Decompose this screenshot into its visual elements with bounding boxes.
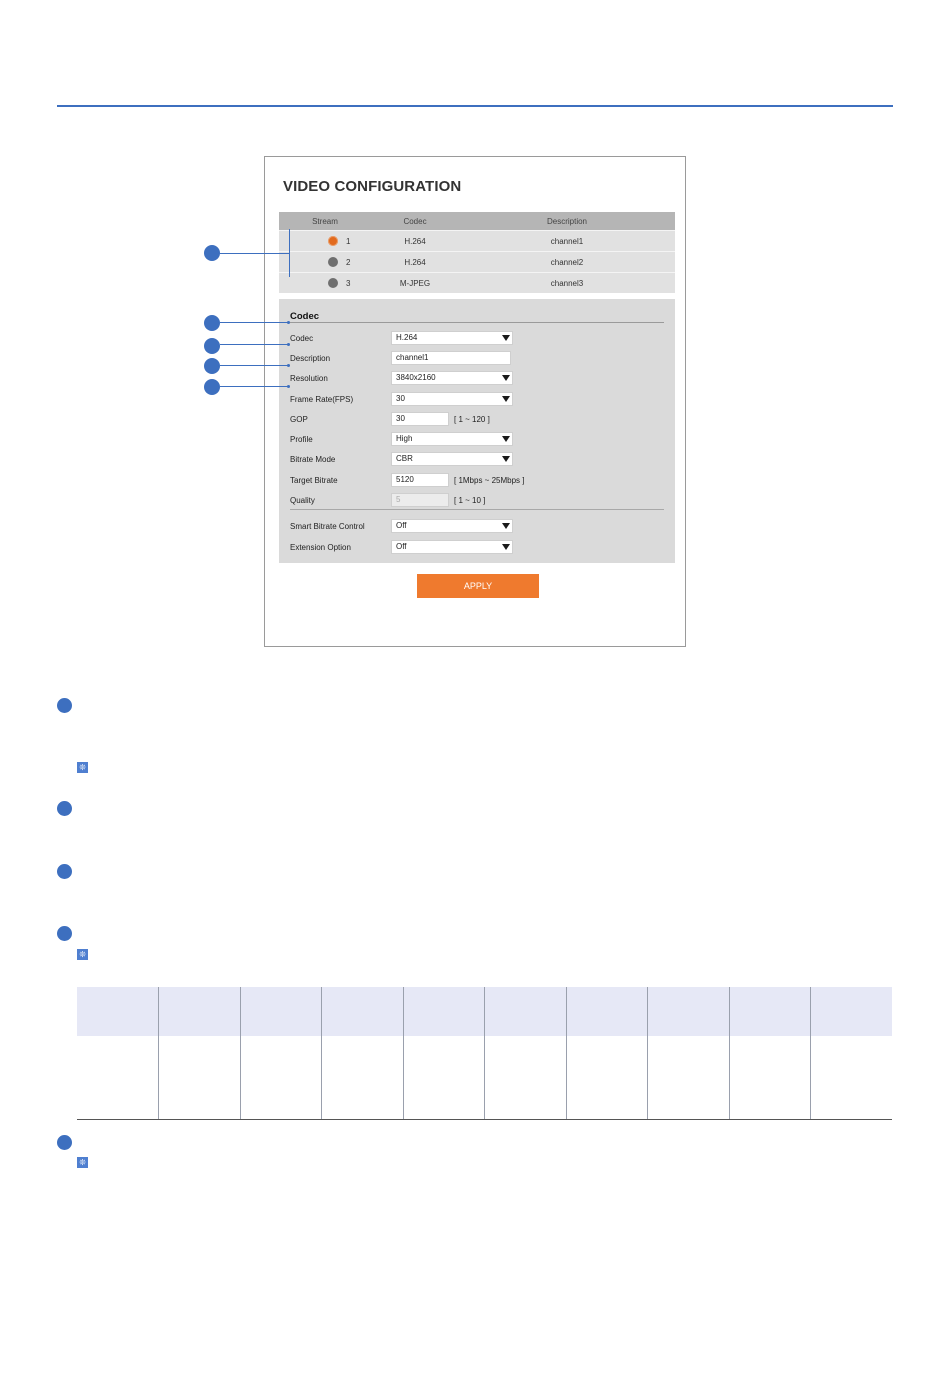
extension-option-select[interactable]: Off <box>391 540 513 554</box>
table-header-cell <box>811 987 893 1036</box>
table-cell <box>322 1036 404 1120</box>
note-icon: ❊ <box>77 949 88 960</box>
callout-leader <box>220 365 288 366</box>
item-bullet <box>57 926 72 941</box>
table-header-cell <box>77 987 159 1036</box>
item-bullet <box>57 698 72 713</box>
table-header-cell <box>485 987 567 1036</box>
stream-radio-selected[interactable] <box>328 236 338 246</box>
gop-label: GOP <box>290 415 308 424</box>
frame-rate-select[interactable]: 30 <box>391 392 513 406</box>
table-cell <box>159 1036 241 1120</box>
codec-select[interactable]: H.264 <box>391 331 513 345</box>
chevron-down-icon <box>502 436 510 442</box>
callout-marker <box>204 245 220 261</box>
callout-leader-end <box>287 343 290 346</box>
codec-section-title: Codec <box>290 311 320 322</box>
table-cell <box>648 1036 730 1120</box>
table-header-cell <box>403 987 485 1036</box>
callout-marker <box>204 379 220 395</box>
smart-bitrate-label: Smart Bitrate Control <box>290 522 365 531</box>
quality-label: Quality <box>290 496 315 505</box>
target-bitrate-label: Target Bitrate <box>290 476 338 485</box>
page-title: VIDEO CONFIGURATION <box>283 178 462 195</box>
target-bitrate-range: [ 1Mbps ~ 25Mbps ] <box>454 476 525 485</box>
stream-radio[interactable] <box>328 278 338 288</box>
extension-option-label: Extension Option <box>290 543 351 552</box>
gop-input[interactable]: 30 <box>391 412 449 426</box>
callout-leader <box>220 253 289 254</box>
codec-panel <box>279 299 675 563</box>
chevron-down-icon <box>502 396 510 402</box>
profile-select[interactable]: High <box>391 432 513 446</box>
stream-row[interactable] <box>279 251 675 272</box>
item-bullet <box>57 801 72 816</box>
apply-button[interactable]: APPLY <box>417 574 539 598</box>
table-cell <box>77 1036 159 1120</box>
description-label: Description <box>290 354 331 363</box>
table-header-cell <box>322 987 404 1036</box>
stream-codec: H.264 <box>404 236 426 246</box>
chevron-down-icon <box>502 375 510 381</box>
stream-description: channel3 <box>550 278 584 288</box>
stream-codec: M-JPEG <box>399 278 431 288</box>
section-divider <box>290 322 664 323</box>
table-cell <box>240 1036 322 1120</box>
stream-number: 3 <box>346 279 351 288</box>
table-cell <box>485 1036 567 1120</box>
chevron-down-icon <box>502 335 510 341</box>
table-header-cell <box>729 987 811 1036</box>
bitrate-mode-select[interactable]: CBR <box>391 452 513 466</box>
resolution-table <box>77 987 892 1120</box>
callout-leader-end <box>287 385 290 388</box>
stream-radio[interactable] <box>328 257 338 267</box>
table-header-row <box>77 987 892 1036</box>
callout-marker <box>204 358 220 374</box>
table-header-cell <box>648 987 730 1036</box>
table-row <box>77 1036 892 1120</box>
profile-label: Profile <box>290 435 313 444</box>
chevron-down-icon <box>502 456 510 462</box>
callout-leader <box>220 322 288 323</box>
note-icon: ❊ <box>77 762 88 773</box>
stream-number: 1 <box>346 237 351 246</box>
table-header-cell <box>240 987 322 1036</box>
frame-rate-label: Frame Rate(FPS) <box>290 395 354 404</box>
table-cell <box>729 1036 811 1120</box>
header-description: Description <box>546 216 587 226</box>
callout-leader <box>220 386 288 387</box>
callout-marker <box>204 315 220 331</box>
table-cell <box>811 1036 893 1120</box>
stream-number: 2 <box>346 258 351 267</box>
chevron-down-icon <box>502 544 510 550</box>
item-bullet <box>57 864 72 879</box>
stream-description: channel1 <box>550 236 584 246</box>
resolution-label: Resolution <box>290 374 328 383</box>
table-header-cell <box>159 987 241 1036</box>
header-rule <box>57 105 893 107</box>
quality-input: 5 <box>391 493 449 507</box>
stream-row[interactable] <box>279 230 675 251</box>
callout-bracket <box>289 229 290 277</box>
target-bitrate-input[interactable]: 5120 <box>391 473 449 487</box>
bitrate-mode-label: Bitrate Mode <box>290 455 336 464</box>
table-cell <box>403 1036 485 1120</box>
stream-row[interactable] <box>279 272 675 293</box>
callout-leader <box>220 344 288 345</box>
video-configuration-screenshot <box>264 156 686 647</box>
section-divider <box>290 509 664 510</box>
stream-description: channel2 <box>550 257 584 267</box>
stream-table <box>279 212 675 293</box>
callout-leader-end <box>287 321 290 324</box>
header-codec: Codec <box>403 216 427 226</box>
note-icon: ❊ <box>77 1157 88 1168</box>
codec-label: Codec <box>290 334 314 343</box>
chevron-down-icon <box>502 523 510 529</box>
stream-table-header <box>279 212 675 230</box>
resolution-select[interactable]: 3840x2160 <box>391 371 513 385</box>
gop-range: [ 1 ~ 120 ] <box>454 415 490 424</box>
table-cell <box>566 1036 648 1120</box>
item-bullet <box>57 1135 72 1150</box>
quality-range: [ 1 ~ 10 ] <box>454 496 486 505</box>
smart-bitrate-select[interactable]: Off <box>391 519 513 533</box>
table-header-cell <box>566 987 648 1036</box>
callout-leader-end <box>287 364 290 367</box>
callout-marker <box>204 338 220 354</box>
header-stream: Stream <box>312 216 338 226</box>
stream-codec: H.264 <box>404 257 426 267</box>
description-input[interactable]: channel1 <box>391 351 511 365</box>
